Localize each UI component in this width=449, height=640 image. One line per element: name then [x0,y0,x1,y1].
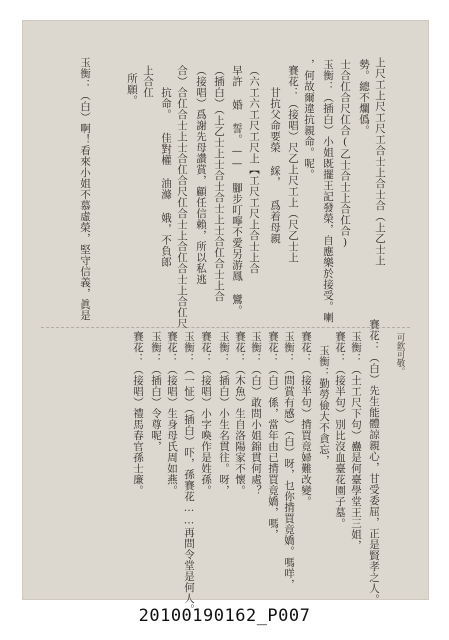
top-text-column: ，何故爾違抗親命。呢。 [303,59,315,180]
top-text-column: 玉衡：（白）啊！看來小姐不慕虛榮，堅守信義，眞是 [79,57,91,321]
bottom-text-column: 賽花：（接唱）生身母氏周如燕。 [166,331,178,496]
bottom-text-column: 可欽可敬。 [395,333,405,376]
bottom-text-column: 玉衡：（土工尺下句）蠱是何臺學堂王三姐， [350,331,362,551]
top-text-column: 合）合仜合士上士合仜合尺仜合士上合仜合士上合仜尺 [176,65,188,329]
top-text-column: 甘抗父命要榮 綵， 爲着母親 [269,87,281,244]
bottom-text-column: 賽花：（接唱）禮馬春官孫士廉。 [132,331,144,496]
bottom-text-column: 賽花：（接半句）別比沒血臺花園子墓。 [334,331,346,529]
top-text-column: 早許 婚 誓。—— 腳步叮嚀不愛另游鳳 鸞。 [231,65,243,316]
section-divider [41,327,410,328]
bottom-text-column: 玉衡：（插白）小生名貫往。呀， [218,331,230,496]
bottom-text-column: 玉衡：（插白）令尊呢， [150,331,162,452]
top-text-column: 玉衡：（插白）小姐既擺王記發榮，自應樂於接受。喇 [322,59,334,323]
top-text-column: 抗命。 佳對權 油滌 娥，不負郎 [160,87,172,268]
bottom-text-column: 賽花：（白）係，當年由已揹買竟嬌，嗎， [267,331,279,540]
top-text-column: 賽花：（接唱）尺乙上尺工上（尺乙士上 [287,65,299,263]
top-text-column: 所願。 [126,73,138,106]
bottom-text-column: 玉衡：（白）敢問小姐錦貫何處？ [250,331,262,496]
bottom-text-column: 玉衡：（一怔）（插白）吓，孫賽花……再問令堂是何人。 [183,331,195,615]
page-id-caption: 20100190162_P007 [138,606,311,626]
bottom-text-column: 玉衡：勤勞儉大不貪忘， [318,345,330,466]
scanned-page [22,20,429,615]
top-text-column: （插白）（上乙士上士合士合士上士合仜合士上合 [213,65,225,302]
bottom-text-column: 賽花：（接唱）小字喚作是姓孫。 [200,331,212,496]
top-text-column: 勢。總不爛僞。 [358,59,370,136]
top-text-column: 士合仜合尺仜合(乙士合士上合仜合) [339,59,351,249]
top-text-column: （接唱）爲謝先母讚賞，顧任信賴，所以私逃 [195,65,207,285]
bottom-text-column: 玉衡：（問賞有感）（白）呀，乜你揹買竟嬌。嗎咩， [283,331,295,590]
bottom-text-column: 賽花：（接半句）揹買竟婦難改變。 [300,331,312,507]
top-text-column: 上合仜 [142,65,154,98]
bottom-text-column: 賽花：（白）先生能體諒親心，甘受委屈，正是賢孝之人。 [368,319,380,605]
top-text-column: 上尺工上尺工尺工合士上合士合（上乙士上 [374,57,386,266]
bottom-text-column: 賽花：（木魚）生自洛陽家不懷。 [234,331,246,496]
top-text-column: （六工六工尺工尺上【工尺工尺上合士上合 [248,65,260,274]
